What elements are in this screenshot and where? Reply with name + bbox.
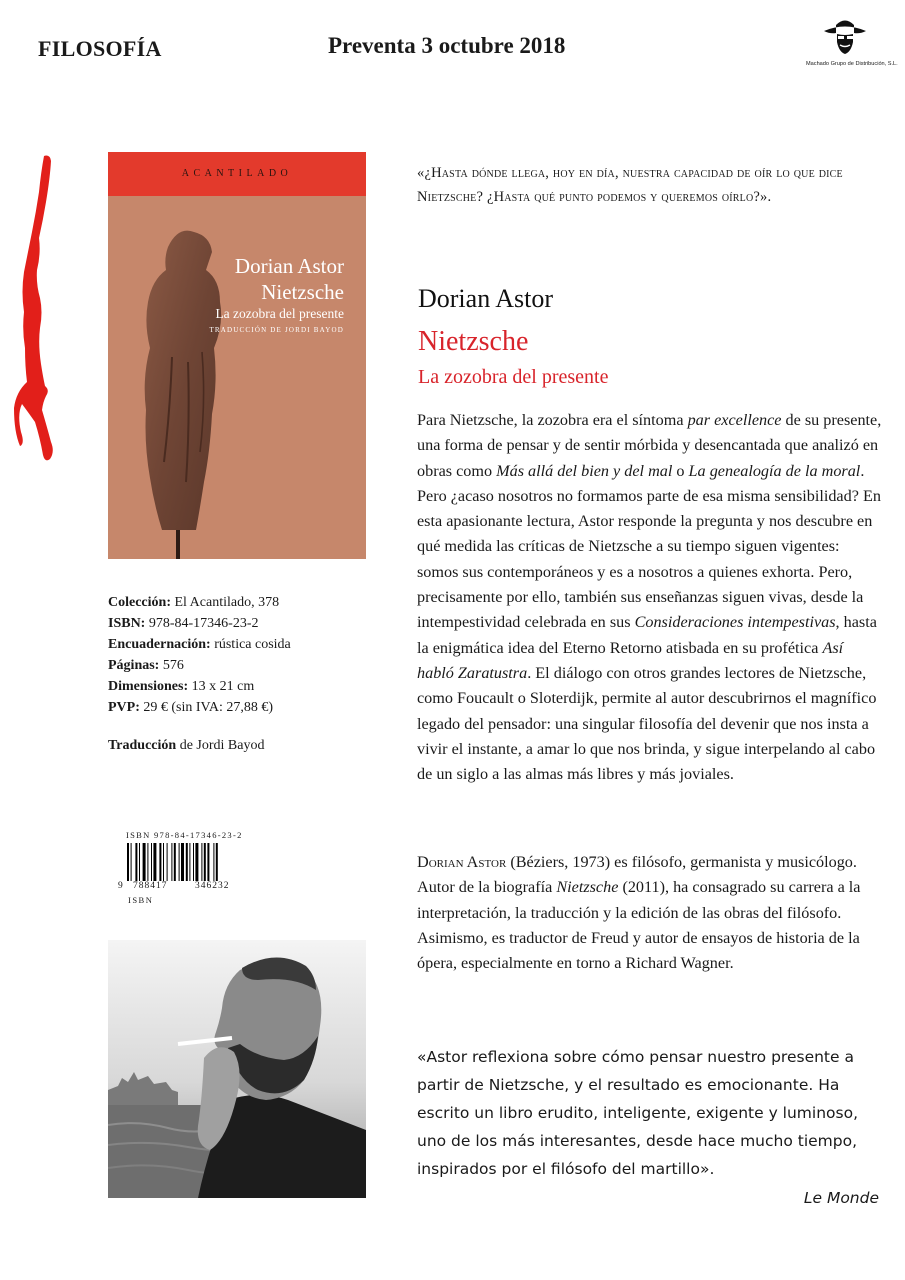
barcode-isbn-top: ISBN 978-84-17346-23-2 [126,830,243,840]
category-label: FILOSOFÍA [38,36,162,61]
cover-author: Dorian Astor [234,254,344,278]
barcode-bar [143,843,146,881]
barcode-bar [153,843,156,881]
detail-collection: Colección: El Acantilado, 378 [108,595,280,610]
barcode-bar [181,843,184,881]
cover-publisher: ACANTILADO [181,168,293,179]
book-author: Dorian Astor [418,284,554,313]
barcode-bar [189,843,190,881]
barcode [118,830,258,910]
barcode-bar [174,843,176,881]
barcode-bar [204,843,206,881]
barcode-bar [151,843,152,881]
barcode-bar [159,843,161,881]
barcode-bar [179,843,180,881]
barcode-isbn-bottom: ISBN [128,895,154,905]
barcode-bar [131,843,132,881]
hat-man-icon [820,14,870,60]
distributor-logo [806,14,898,74]
barcode-bar [171,843,172,881]
barcode-bar [193,843,194,881]
barcode-bar [216,843,218,881]
detail-binding: Encuadernación: rústica cosida [108,637,291,652]
top-quote: «¿Hasta dónde llega, hoy en día, nuestra capacidad de oír lo que dice Nietzsche? ¿Hasta qué punto podemos y queremos oírlo?». [417,165,843,205]
barcode-bar [195,843,198,881]
barcode-bar [167,843,168,881]
release-date: Preventa 3 octubre 2018 [328,33,566,58]
review-source: Le Monde [803,1189,879,1207]
barcode-bar [147,843,148,881]
cover-title: Nietzsche [261,280,344,304]
book-cover [108,152,366,559]
author-photo [108,940,366,1198]
author-portrait [108,940,366,1198]
detail-price: PVP: 29 € (sin IVA: 27,88 €) [108,700,274,715]
logo-text: Machado Grupo de Distribución, S.L. [806,61,898,67]
detail-pages: Páginas: 576 [108,658,184,673]
barcode-bar [135,843,137,881]
cover-translator: TRADUCCIÓN DE JORDI BAYOD [209,326,344,334]
book-title: Nietzsche [418,326,529,357]
barcode-bar [163,843,164,881]
barcode-bar [207,843,209,881]
barcode-bar [201,843,202,881]
barcode-digits: 9 788417 346232 [118,881,230,891]
book-subtitle: La zozobra del presente [418,366,609,388]
cover-subtitle: La zozobra del presente [215,306,344,321]
barcode-bar [186,843,188,881]
diver-silhouette-icon [10,152,58,464]
barcode-bar [139,843,140,881]
detail-dimensions: Dimensiones: 13 x 21 cm [108,679,255,694]
statue-figure [108,152,366,559]
detail-isbn: ISBN: 978-84-17346-23-2 [108,616,259,631]
barcode-bar [213,843,214,881]
barcode-bars [127,843,251,881]
author-bio: Dorian Astor (Béziers, 1973) es filósofo, germanista y musicólogo. Autor de la biografía Nietzsche (2011), ha consagrado su carrera a la interpretación, la traducción y la edición de las obras del filósofo. Asimismo, es traductor de Freud y autor de ensayos de historia de la ópera, especialmente en torno a Richard Wagner. [417,853,861,973]
press-review: «Astor reflexiona sobre cómo pensar nuestro presente a partir de Nietzsche, y el resultado es emocionante. Ha escrito un libro erudito, inteligente, exigente y luminoso, uno de los más interesantes, desde hace mucho tiempo, inspirados por el filósofo del martillo». [417,1048,858,1178]
detail-translation: Traducción de Jordi Bayod [108,738,265,753]
book-details [108,592,291,718]
barcode-bar [127,843,129,881]
synopsis: Para Nietzsche, la zozobra era el síntoma par excellence de su presente, una forma de pensar y de sentir mórbida y desencantada que analizó en obras como Más allá del bien y del mal o La genealogía de la moral. Pero ¿acaso nosotros no formamos parte de esa misma sensibilidad? En esta apasionante lectura, Astor responde la pregunta y nos descubre en qué medida las críticas de Nietzsche a su tiempo siguen vigentes: somos sus contemporáneos y es a nosotros a quienes exhorta. Pero, precisamente por ello, también sus enseñanzas siguen vivas, desde la intempestividad celebrada en sus Consideraciones intempestivas, hasta la enigmática idea del Eterno Retorno atisbada en su profética Así habló Zaratustra. El diálogo con otros grandes lectores de Nietzsche, como Foucault o Sloterdijk, permite al autor descubrirnos el magnífico legado del pensador: una singular filosofía del devenir que nos insta a vivir el instante, a amar lo que nos brinda, y sigue interpelando al cabo de un siglo a las almas más libres y más joviales. [417,411,882,784]
